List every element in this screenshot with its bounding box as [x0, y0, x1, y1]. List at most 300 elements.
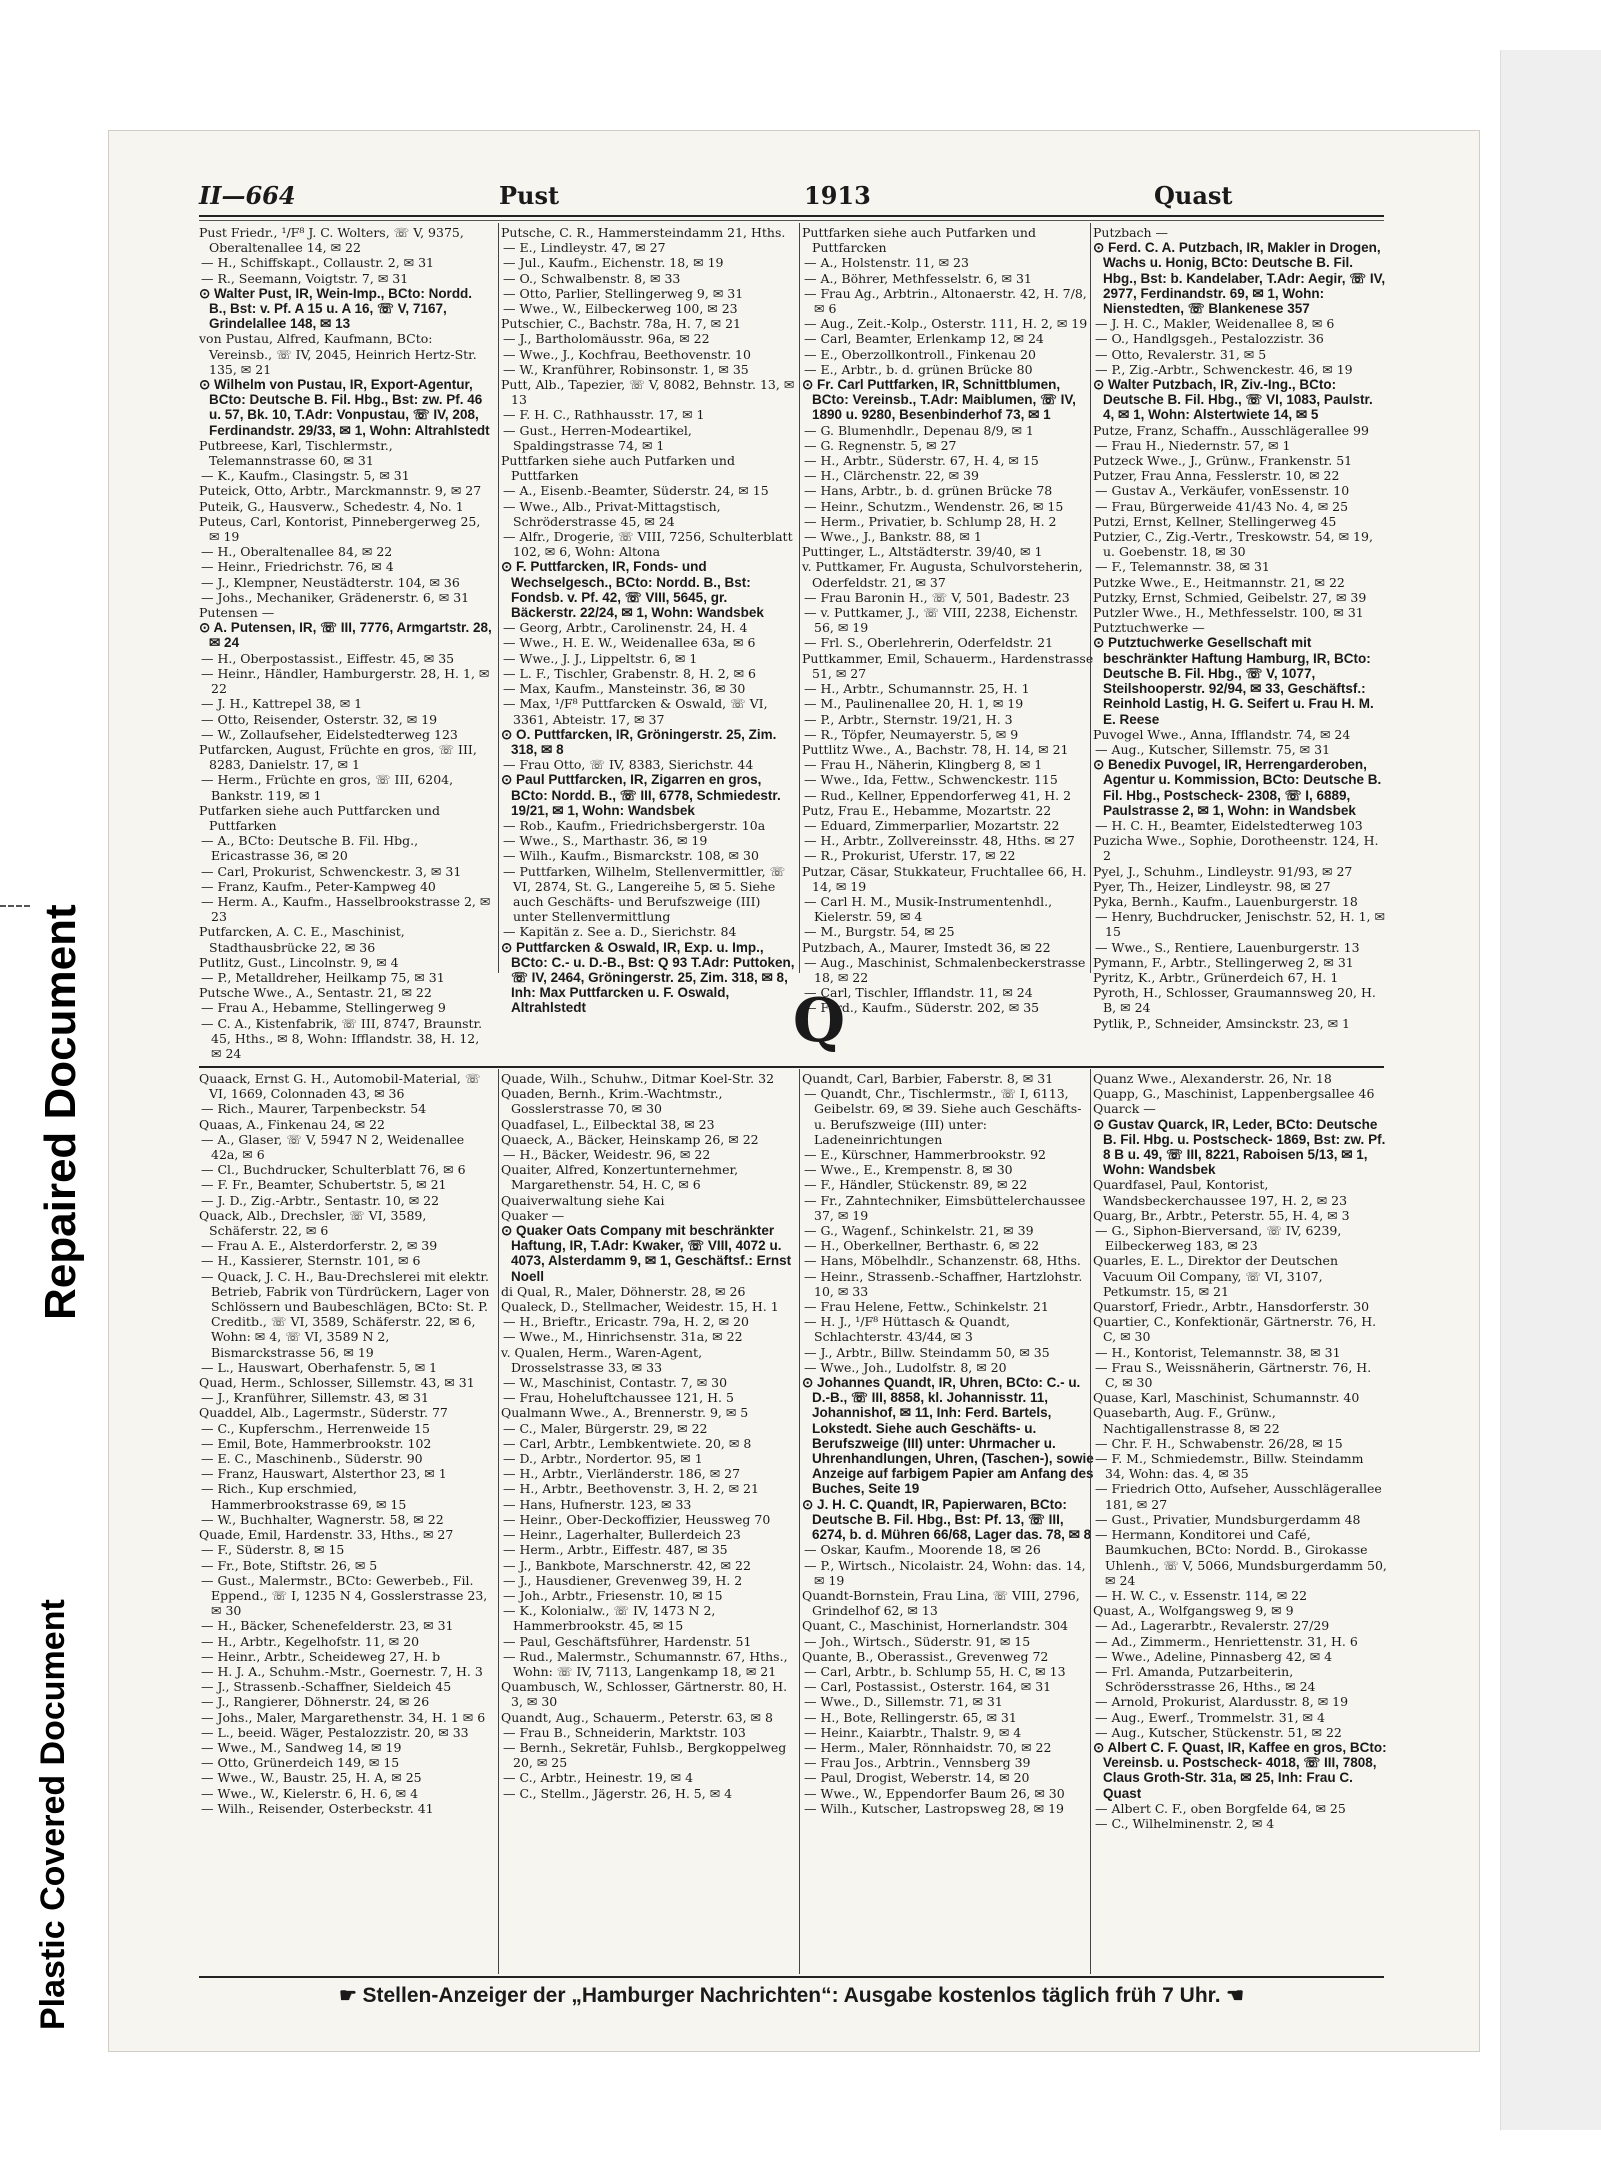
- column-1-p-entries: [199, 225, 493, 1061]
- directory-entry: — G., Wagenf., Schinkelstr. 21, ✉ 39: [804, 1223, 1034, 1239]
- directory-entry: — C., Arbtr., Heinestr. 19, ✉ 4: [503, 1770, 694, 1786]
- directory-entry: — Hans, Möbelhdlr., Schanzenstr. 68, Hths.: [804, 1253, 1081, 1269]
- directory-entry: — Heinr., Arbtr., Scheideweg 27, H. b: [201, 1648, 441, 1664]
- directory-entry: Quaiverwaltung siehe Kai: [501, 1192, 665, 1208]
- directory-entry: Quandt, Aug., Schauerm., Peterstr. 63, ✉ 8: [501, 1709, 773, 1725]
- column-3-p-entries: [802, 225, 1096, 1016]
- column-separator: [1090, 1069, 1091, 1974]
- directory-entry: — Gust., Malermstr., BCto: Gewerbeb., Fil. Eppend., ☏ I, 1235 N 4, Gosslerstrasse 23, ✉ 30: [201, 1572, 488, 1619]
- directory-entry: ⊙ F. Puttfarcken, IR, Fonds- und Wechselgesch., BCto: Nordd. B., Bst: Fondsb. v. Pf. 42, ☏ VIII, 5645, gr. Bäckerstr. 22/24, ✉ 1, Wohn: Wandsbek: [501, 559, 764, 621]
- directory-entry: — Wwe., W., Kielerstr. 6, H. 6, ✉ 4: [201, 1785, 419, 1801]
- directory-entry: — W., Buchhalter, Wagnerstr. 58, ✉ 22: [201, 1511, 444, 1527]
- directory-entry: Quase, Karl, Maschinist, Schumannstr. 40: [1093, 1390, 1360, 1406]
- directory-entry: Pust Friedr., ¹/F⁸ J. C. Wolters, ☏ V, 9375, Oberaltenallee 14, ✉ 22: [199, 225, 464, 256]
- directory-entry: — Frau A. E., Alsterdorferstr. 2, ✉ 39: [201, 1238, 438, 1254]
- directory-entry: di Qual, R., Maler, Döhnerstr. 28, ✉ 26: [501, 1283, 746, 1299]
- directory-entry: Putzier, C., Zig.-Vertr., Treskowstr. 54, ✉ 19, u. Goebenstr. 18, ✉ 30: [1093, 529, 1373, 560]
- directory-entry: ⊙ Albert C. F. Quast, IR, Kaffee en gros, BCto: Vereinsb. u. Postscheck- 4018, ☏ III, 7808, Claus Groth-Str. 31a, ✉ 25, Inh: Frau C. Quast: [1093, 1739, 1387, 1801]
- directory-entry: Quarg, Br., Arbtr., Peterstr. 55, H. 4, ✉ 3: [1093, 1207, 1350, 1223]
- directory-entry: Qualmann Wwe., A., Brennerstr. 9, ✉ 5: [501, 1405, 749, 1421]
- directory-entry: Quandt-Bornstein, Frau Lina, ☏ VIII, 2796, Grindelhof 62, ✉ 13: [802, 1587, 1080, 1619]
- directory-entry: Quaker —: [501, 1207, 565, 1223]
- directory-entry: — F., Telemannstr. 38, ✉ 31: [1095, 559, 1270, 575]
- directory-entry: — Oskar, Kaufm., Moorende 18, ✉ 26: [804, 1542, 1041, 1558]
- directory-entry: — Quandt, Chr., Tischlermstr., ☏ I, 6113, Geibelstr. 69, ✉ 39. Siehe auch Geschäfts- u. Berufszweige (III) unter: Ladeneinrichtungen: [804, 1086, 1082, 1147]
- directory-entry: — H., Brieftr., Ericastr. 79a, H. 2, ✉ 20: [503, 1314, 749, 1330]
- directory-entry: — J., Strassenb.-Schaffner, Sieldeich 45: [201, 1679, 452, 1695]
- directory-entry: Quast, A., Wolfgangsweg 9, ✉ 9: [1093, 1603, 1294, 1619]
- column-4-q-entries: [1093, 1071, 1387, 1971]
- column-separator: [498, 1069, 499, 1974]
- directory-entry: — Hermann, Konditorei und Café, Baumkuchen, BCto: Nordd. B., Girokasse Uhlenh., ☏ V, 5066, Mundsburgerdamm 50, ✉ 24: [1095, 1527, 1387, 1588]
- header-first-entry: Pust: [499, 181, 560, 210]
- directory-entry: — Cl., Buchdrucker, Schulterblatt 76, ✉ 6: [201, 1162, 466, 1178]
- directory-entry: Putt, Alb., Tapezier, ☏ V, 8082, Behnstr. 13, ✉ 13: [501, 377, 795, 408]
- directory-entry: — Herm., Früchte en gros, ☏ III, 6204, Bankstr. 119, ✉ 1: [201, 772, 454, 803]
- directory-entry: — J., Bankbote, Marschnerstr. 42, ✉ 22: [503, 1557, 751, 1573]
- column-separator: [1090, 223, 1091, 973]
- directory-entry: — G. Regnenstr. 5, ✉ 27: [804, 437, 957, 453]
- directory-entry: ⊙ Wilhelm von Pustau, IR, Export-Agentur, BCto: Deutsche B. Fil. Hbg., Bst: zw. Pf. 46 u. 57, Bk. 10, T.Adr: Vonpustau, ☏ IV, 208, Ferdinandstr. 29/33, ✉ 1, Wohn: Altrahlstedt: [199, 377, 490, 438]
- header-rule: [199, 220, 1384, 221]
- pointing-hand-icon: ☚: [1220, 1985, 1245, 2007]
- directory-entry: — Albert C. F., oben Borgfelde 64, ✉ 25: [1095, 1800, 1346, 1816]
- directory-entry: — Johs., Maler, Margarethenstr. 34, H. 1 ✉ 6: [201, 1709, 486, 1725]
- directory-entry: — Frau B., Schneiderin, Marktstr. 103: [503, 1724, 746, 1740]
- directory-entry: — R., Seemann, Voigtstr. 7, ✉ 31: [201, 270, 409, 286]
- directory-entry: — A., BCto: Deutsche B. Fil. Hbg., Ericastrasse 36, ✉ 20: [201, 833, 419, 864]
- header-last-entry: Quast: [1154, 181, 1233, 210]
- directory-entry: — Jul., Kaufm., Eichenstr. 18, ✉ 19: [503, 255, 724, 271]
- directory-entry: Quapp, G., Maschinist, Lappenbergsallee 46: [1093, 1086, 1375, 1102]
- directory-entry: — Aug., Ewerf., Trommelstr. 31, ✉ 4: [1095, 1709, 1325, 1725]
- directory-entry: Quaden, Bernh., Krim.-Wachtmstr., Gosslerstrasse 70, ✉ 30: [501, 1086, 723, 1117]
- directory-entry: — J., Klempner, Neustädterstr. 104, ✉ 36: [201, 574, 460, 590]
- directory-entry: ⊙ Walter Pust, IR, Wein-Imp., BCto: Nordd. B., Bst: v. Pf. A 15 u. A 16, ☏ V, 7167, Grindelallee 148, ✉ 13: [199, 285, 473, 332]
- directory-entry: — Frau Ag., Arbtrin., Altonaerstr. 42, H. 7/8, ✉ 6: [804, 285, 1087, 317]
- directory-entry: Putzeck Wwe., J., Grünw., Frankenstr. 51: [1093, 453, 1353, 469]
- directory-entry: — Wwe., M., Sandweg 14, ✉ 19: [201, 1739, 402, 1755]
- directory-entry: — Carl, Arbtr., b. Schlump 55, H. C, ✉ 13: [804, 1663, 1066, 1679]
- directory-entry: Pyka, Bernh., Kaufm., Lauenburgerstr. 18: [1093, 893, 1358, 909]
- directory-entry: — W., Zollaufseher, Eidelstedterweg 123: [201, 726, 458, 742]
- directory-entry: — H. J., ¹/F⁸ Hüttasch & Quandt, Schlachterstr. 43/44, ✉ 3: [804, 1314, 1010, 1345]
- directory-entry: Quaeck, A., Bäcker, Heinskamp 26, ✉ 22: [501, 1131, 759, 1147]
- directory-entry: — H., Clärchenstr. 22, ✉ 39: [804, 468, 979, 484]
- directory-entry: Putzar, Cäsar, Stukkateur, Fruchtallee 66, H. 14, ✉ 19: [802, 863, 1087, 894]
- column-separator: [799, 1069, 800, 1974]
- directory-entry: — Frau H., Näherin, Klingberg 8, ✉ 1: [804, 757, 1043, 773]
- directory-entry: — Aug., Zeit.-Kolp., Osterstr. 111, H. 2, ✉ 19: [804, 316, 1088, 332]
- directory-entry: — J., Bartholomäusstr. 96a, ✉ 22: [503, 331, 710, 347]
- directory-entry: — E., Kürschner, Hammerbrookstr. 92: [804, 1147, 1046, 1163]
- directory-entry: ⊙ Quaker Oats Company mit beschränkter Haftung, IR, T.Adr: Kwaker, ☏ VIII, 4072 u. 4073, Alsterdamm 9, ✉ 1, Geschäftsf.: Ernst Noell: [501, 1223, 792, 1284]
- directory-entry: — F. M., Schmiedemstr., Billw. Steindamm 34, Wohn: das. 4, ✉ 35: [1095, 1451, 1364, 1482]
- directory-entry: Quardfasel, Paul, Kontorist, Wandsbeckerchaussee 197, H. 2, ✉ 23: [1093, 1177, 1348, 1208]
- directory-entry: Quade, Wilh., Schuhw., Ditmar Koel-Str. 32: [501, 1071, 775, 1086]
- directory-entry: — J. D., Zig.-Arbtr., Sentastr. 10, ✉ 22: [201, 1192, 440, 1208]
- directory-entry: Putlitz, Gust., Lincolnstr. 9, ✉ 4: [199, 954, 399, 970]
- directory-entry: — Georg, Arbtr., Carolinenstr. 24, H. 4: [503, 620, 748, 636]
- directory-entry: — Carl, Tischler, Ifflandstr. 11, ✉ 24: [804, 985, 1033, 1001]
- directory-entry: ⊙ Paul Puttfarcken, IR, Zigarren en gros, BCto: Nordd. B., ☏ III, 6778, Schmiedestr. 19/21, ✉ 1, Wohn: Wandsbek: [501, 772, 781, 818]
- directory-entry: — R., Töpfer, Neumayerstr. 5, ✉ 9: [804, 726, 1019, 742]
- directory-entry: — G., Siphon-Bierversand, ☏ IV, 6239, Eilbeckerweg 183, ✉ 23: [1095, 1223, 1342, 1254]
- directory-entry: — Herm., Maler, Rönnhaidstr. 70, ✉ 22: [804, 1739, 1052, 1755]
- directory-entry: — C., Maler, Bürgerstr. 29, ✉ 22: [503, 1420, 708, 1436]
- directory-entry: — Carl, Postassist., Osterstr. 164, ✉ 31: [804, 1679, 1052, 1695]
- directory-entry: — Johs., Mechaniker, Grädenerstr. 6, ✉ 31: [201, 589, 470, 605]
- directory-entry: — E., Oberzollkontroll., Finkenau 20: [804, 346, 1036, 362]
- directory-entry: — Wwe., Joh., Ludolfstr. 8, ✉ 20: [804, 1359, 1007, 1375]
- directory-entry: — v. Puttkamer, J., ☏ VIII, 2238, Eichenstr. 56, ✉ 19: [804, 605, 1079, 636]
- directory-entry: Putzler Wwe., H., Methfesselstr. 100, ✉ 31: [1093, 605, 1364, 621]
- directory-entry: Putzer, Frau Anna, Fesslerstr. 10, ✉ 22: [1093, 468, 1340, 484]
- directory-entry: — H., Arbtr., Zollvereinsstr. 48, Hths. ✉ 27: [804, 833, 1075, 849]
- directory-entry: ⊙ J. H. C. Quandt, IR, Papierwaren, BCto: Deutsche B. Fil. Hbg., Bst: Pf. 13, ☏ III, 6274, b. d. Mühren 66/68, Lager das. 78, ✉ 8: [802, 1496, 1092, 1543]
- directory-entry: — Carl H. M., Musik-Instrumentenhdl., Kielerstr. 59, ✉ 4: [804, 893, 1053, 925]
- cut-mark: [0, 905, 30, 917]
- directory-entry: — J., Arbtr., Billw. Steindamm 50, ✉ 35: [804, 1344, 1050, 1360]
- directory-entry: — F., Händler, Stückenstr. 89, ✉ 22: [804, 1177, 1028, 1193]
- directory-entry: Putz, Frau E., Hebamme, Mozartstr. 22: [802, 802, 1052, 818]
- directory-entry: — Arnold, Prokurist, Alardusstr. 8, ✉ 19: [1095, 1694, 1349, 1710]
- directory-entry: — A., Glaser, ☏ V, 5947 N 2, Weidenallee 42a, ✉ 6: [201, 1131, 465, 1163]
- directory-entry: — Ad., Lagerarbtr., Revalerstr. 27/29: [1095, 1618, 1330, 1634]
- directory-entry: — Puttfarken, Wilhelm, Stellenvermittler, ☏ VI, 2874, St. G., Langereihe 5, ✉ 5. Siehe auch Geschäfts- und Berufszweige (III) unter Stellenvermittlung: [503, 863, 786, 925]
- directory-entry: ⊙ Puttfarcken & Oswald, IR, Exp. u. Imp., BCto: C.- u. D.-B., Bst: Q 93 T.Adr: Puttoken, ☏ IV, 2464, Gröningerstr. 25, Zim. 318, ✉ 8, Inh: Max Puttfarcken u. F. Oswald, Altrahlstedt: [501, 939, 795, 1016]
- directory-entry: — J. H., Kattrepel 38, ✉ 1: [201, 696, 363, 712]
- directory-entry: — H. C. H., Beamter, Eidelstedterweg 103: [1095, 817, 1363, 833]
- directory-entry: — Frl. S., Oberlehrerin, Oderfeldstr. 21: [804, 635, 1054, 651]
- directory-entry: — Franz, Hauswart, Alsterthor 23, ✉ 1: [201, 1466, 447, 1482]
- directory-entry: — Wwe., S., Marthastr. 36, ✉ 19: [503, 833, 708, 849]
- directory-entry: — Frau Otto, ☏ IV, 8383, Sierichstr. 44: [503, 757, 754, 773]
- directory-entry: — C., Wilhelminenstr. 2, ✉ 4: [1095, 1815, 1275, 1831]
- directory-entry: Putensen —: [199, 605, 275, 621]
- directory-entry: — Aug., Kutscher, Sillemstr. 75, ✉ 31: [1095, 741, 1331, 757]
- directory-entry: — P., Arbtr., Sternstr. 19/21, H. 3: [804, 711, 1013, 727]
- directory-entry: — Frau S., Weissnäherin, Gärtnerstr. 76, H. C, ✉ 30: [1095, 1359, 1372, 1391]
- directory-entry: — Wilh., Reisender, Osterbeckstr. 41: [201, 1800, 434, 1816]
- directory-entry: Putzbach, A., Maurer, Imstedt 36, ✉ 22: [802, 939, 1051, 955]
- directory-entry: — Rich., Maurer, Tarpenbeckstr. 54: [201, 1101, 427, 1117]
- directory-entry: Quad, Herm., Schlosser, Sillemstr. 43, ✉ 31: [199, 1375, 475, 1391]
- directory-entry: — H., Arbtr., Beethovenstr. 3, H. 2, ✉ 21: [503, 1481, 759, 1497]
- directory-entry: Putbreese, Karl, Tischlermstr., Telemannstrasse 60, ✉ 31: [199, 437, 393, 469]
- directory-entry: — Emil, Bote, Hammerbrookstr. 102: [201, 1435, 432, 1451]
- directory-entry: ⊙ Johannes Quandt, IR, Uhren, BCto: C.- u. D.-B., ☏ III, 8858, kl. Johannisstr. 11, Johannishof, ✉ 11, Inh: Ferd. Bartels, Lokstedt. Siehe auch Geschäfts- u. Berufszweige (III) unter: Uhrmacher u. Uhrenhandlungen, Uhren, (Taschen-), sowie Anzeige auf farbigem Papier am Anfang des Buches, Seite 19: [802, 1375, 1094, 1497]
- directory-entry: — Carl, Arbtr., Lembkentwiete. 20, ✉ 8: [503, 1435, 752, 1451]
- directory-entry: Quack, Alb., Drechsler, ☏ VI, 3589, Schäferstr. 22, ✉ 6: [199, 1207, 427, 1239]
- directory-entry: — Gust., Herren-Modeartikel, Spaldingstrasse 74, ✉ 1: [503, 422, 692, 453]
- directory-entry: — F., Süderstr. 8, ✉ 15: [201, 1542, 345, 1558]
- directory-entry: Putzky, Ernst, Schmied, Geibelstr. 27, ✉ 39: [1093, 589, 1367, 605]
- directory-entry: — K., Kaufm., Clasingstr. 5, ✉ 31: [201, 468, 410, 484]
- directory-entry: — Rud., Kellner, Eppendorferweg 41, H. 2: [804, 787, 1072, 803]
- directory-entry: — P., Wirtsch., Nicolaistr. 24, Wohn: das. 14, ✉ 19: [804, 1557, 1086, 1588]
- directory-entry: — Carl, Beamter, Erlenkamp 12, ✉ 24: [804, 331, 1044, 347]
- directory-entry: — Wwe., J. J., Lippeltstr. 6, ✉ 1: [503, 650, 698, 666]
- column-3-q-entries: [802, 1071, 1096, 1971]
- directory-entry: — Quack, J. C. H., Bau-Drechslerei mit elektr. Betrieb, Fabrik von Türdrückern, Lager von Schlössern und Baubeschlägen, BCto: St. P. Creditb., ☏ VI, 3589, Schäferstr. 22, ✉ 6, Wohn: ✉ 4, ☏ VI, 3589 N 2, Bismarckstrasse 56, ✉ 19: [201, 1268, 490, 1360]
- directory-entry: Quante, B., Oberassist., Grevenweg 72: [802, 1648, 1049, 1664]
- directory-entry: — Rob., Kaufm., Friedrichsbergerstr. 10a: [503, 817, 766, 833]
- directory-entry: ⊙ Ferd. C. A. Putzbach, IR, Makler in Drogen, Wachs u. Honig, BCto: Deutsche B. Fil. Hbg., Bst: b. Kandelaber, T.Adr: Aegir, ☏ IV, 2977, Ferdinandstr. 69, ✉ 1, Wohn: Nienstedten, ☏ Blankenese 357: [1093, 240, 1386, 317]
- directory-entry: — Herm. A., Kaufm., Hasselbrookstrasse 2, ✉ 23: [201, 893, 491, 925]
- directory-entry: — Henry, Buchdrucker, Jenischstr. 52, H. 1, ✉ 15: [1095, 909, 1385, 940]
- directory-entry: Puttlitz Wwe., A., Bachstr. 78, H. 14, ✉ 21: [802, 741, 1069, 757]
- directory-entry: — A., Holstenstr. 11, ✉ 23: [804, 255, 969, 271]
- directory-entry: Putztuchwerke —: [1093, 620, 1205, 636]
- directory-entry: — H. J. A., Schuhm.-Mstr., Goernestr. 7, H. 3: [201, 1663, 483, 1679]
- directory-entry: — L., beeid. Wäger, Pestalozzistr. 20, ✉ 33: [201, 1724, 469, 1740]
- directory-entry: — J., Hausdiener, Grevenweg 39, H. 2: [503, 1572, 743, 1588]
- directory-entry: — Hans, Arbtr., b. d. grünen Brücke 78: [804, 483, 1053, 499]
- directory-entry: ⊙ Putztuchwerke Gesellschaft mit beschränkter Haftung Hamburg, IR, BCto: Deutsche B. Fil. Hbg., ☏ V, 1077, Steilshooperstr. 92/94, ✉ 33, Geschäftsf.: Reinhold Lastig, H. G. Seifert u. Frau H. M. E. Reese: [1093, 635, 1374, 727]
- directory-entry: — W., Maschinist, Contastr. 7, ✉ 30: [503, 1375, 728, 1391]
- directory-entry: Quaack, Ernst G. H., Automobil-Material, ☏ VI, 1669, Colonnaden 43, ✉ 36: [199, 1071, 481, 1102]
- pointing-hand-icon: ☛: [338, 1985, 363, 2007]
- directory-entry: Puttfarken siehe auch Putfarken und Puttfarken: [501, 453, 735, 484]
- directory-entry: — C., Kupferschm., Herrenweide 15: [201, 1420, 430, 1436]
- directory-entry: v. Puttkamer, Fr. Augusta, Schulvorsteherin, Oderfeldstr. 21, ✉ 37: [802, 559, 1083, 590]
- directory-entry: Putzi, Ernst, Kellner, Stellingerweg 45: [1093, 513, 1337, 529]
- directory-entry: — H., Arbtr., Vierländerstr. 186, ✉ 27: [503, 1466, 741, 1482]
- directory-entry: — Frau Helene, Fettw., Schinkelstr. 21: [804, 1299, 1049, 1315]
- directory-entry: — L. F., Tischler, Grabenstr. 8, H. 2, ✉ 6: [503, 665, 757, 681]
- directory-entry: Quadfasel, L., Eilbecktal 38, ✉ 23: [501, 1116, 715, 1132]
- directory-entry: — H., Arbtr., Süderstr. 67, H. 4, ✉ 15: [804, 453, 1039, 469]
- directory-entry: — M., Paulinenallee 20, H. 1, ✉ 19: [804, 696, 1024, 712]
- column-separator: [498, 223, 499, 973]
- directory-entry: Putsche, C. R., Hammersteindamm 21, Hths.: [501, 225, 786, 240]
- column-1-q-entries: [199, 1071, 493, 1971]
- directory-entry: — H. W. C., v. Essenstr. 114, ✉ 22: [1095, 1587, 1308, 1603]
- directory-entry: Quasebarth, Aug. F., Grünw., Nachtigallenstrasse 8, ✉ 22: [1093, 1405, 1280, 1436]
- directory-entry: — Frau, Bürgerweide 41/43 No. 4, ✉ 25: [1095, 498, 1349, 514]
- directory-entry: — F. H. C., Rathhausstr. 17, ✉ 1: [503, 407, 705, 423]
- directory-entry: — Otto, Parlier, Stellingerweg 9, ✉ 31: [503, 285, 744, 301]
- directory-entry: Pymann, F., Arbtr., Stellingerweg 2, ✉ 31: [1093, 954, 1354, 970]
- directory-entry: — Paul, Drogist, Weberstr. 14, ✉ 20: [804, 1770, 1030, 1786]
- column-2-p-entries: [501, 225, 795, 1016]
- directory-entry: Putfarcken, A. C. E., Maschinist, Stadthausbrücke 22, ✉ 36: [199, 924, 405, 955]
- directory-entry: — Fr., Bote, Stiftstr. 26, ✉ 5: [201, 1557, 378, 1573]
- directory-entry: — Chr. F. H., Schwabenstr. 26/28, ✉ 15: [1095, 1435, 1343, 1451]
- directory-entry: — Herm., Privatier, b. Schlump 28, H. 2: [804, 513, 1057, 529]
- directory-entry: ⊙ Gustav Quarck, IR, Leder, BCto: Deutsche B. Fil. Hbg. u. Postscheck- 1869, Bst: zw. Pf. 8 B u. 49, ☏ III, 8221, Raboisen 5/13, ✉ 1, Wohn: Wandsbek: [1093, 1116, 1386, 1178]
- page-number: II—664: [199, 181, 296, 210]
- directory-entry: Quandt, Carl, Barbier, Faberstr. 8, ✉ 31: [802, 1071, 1054, 1086]
- directory-entry: Puteik, G., Hausverw., Schedestr. 4, No. 1: [199, 498, 464, 514]
- directory-entry: — H., Bote, Rellingerstr. 65, ✉ 31: [804, 1709, 1017, 1725]
- directory-entry: — H., Arbtr., Kegelhofstr. 11, ✉ 20: [201, 1633, 420, 1649]
- directory-entry: — Otto, Reisender, Osterstr. 32, ✉ 19: [201, 711, 438, 727]
- plastic-covered-document-label: Plastic Covered Document: [34, 1599, 72, 2030]
- footer-rule: [199, 1976, 1384, 1978]
- directory-entry: — Kapitän z. See a. D., Sierichstr. 84: [503, 924, 737, 940]
- directory-entry: — P., Metalldreher, Heilkamp 75, ✉ 31: [201, 969, 445, 985]
- directory-entry: — Wwe., Alb., Privat-Mittagstisch, Schröderstrasse 45, ✉ 24: [503, 498, 721, 529]
- directory-entry: — Joh., Wirtsch., Süderstr. 91, ✉ 15: [804, 1633, 1031, 1649]
- directory-entry: — Heinr., Strassenb.-Schaffner, Hartzlohstr. 10, ✉ 33: [804, 1268, 1083, 1299]
- directory-entry: — Wwe., M., Hinrichsenstr. 31a, ✉ 22: [503, 1329, 743, 1345]
- page-header: [199, 179, 1384, 217]
- directory-entry: — Fr., Zahntechniker, Eimsbüttelerchaussee 37, ✉ 19: [804, 1192, 1086, 1223]
- directory-entry: — Wilh., Kaufm., Bismarckstr. 108, ✉ 30: [503, 848, 759, 864]
- directory-entry: — J., Kranführer, Sillemstr. 43, ✉ 31: [201, 1390, 429, 1406]
- directory-entry: — Aug., Kutscher, Stückenstr. 51, ✉ 22: [1095, 1724, 1342, 1740]
- directory-entry: Quarles, E. L., Direktor der Deutschen Vacuum Oil Company, ☏ VI, 3107, Petkumstr. 15, ✉ 21: [1093, 1253, 1338, 1299]
- directory-entry: Puteick, Otto, Arbtr., Marckmannstr. 9, ✉ 27: [199, 483, 482, 499]
- directory-entry: — D., Arbtr., Nordertor. 95, ✉ 1: [503, 1451, 703, 1467]
- directory-entry: ⊙ Walter Putzbach, IR, Ziv.-Ing., BCto: Deutsche B. Fil. Hbg., ☏ VI, 1083, Paulstr. 4, ✉ 1, Wohn: Alstertwiete 14, ✉ 5: [1093, 377, 1373, 423]
- directory-entry: — M., Burgstr. 54, ✉ 25: [804, 924, 955, 940]
- directory-entry: — Paul, Geschäftsführer, Hardenstr. 51: [503, 1633, 752, 1649]
- directory-entry: — Herm., Arbtr., Eiffestr. 487, ✉ 35: [503, 1542, 728, 1558]
- directory-entry: — Max, ¹/F⁸ Puttfarcken & Oswald, ☏ VI, 3361, Abteistr. 17, ✉ 37: [503, 696, 768, 727]
- directory-entry: — H., Schiffskapt., Collaustr. 2, ✉ 31: [201, 255, 435, 271]
- directory-entry: Putfarken siehe auch Puttfarcken und Puttfarken: [199, 802, 440, 833]
- directory-entry: — Ferd., Kaufm., Süderstr. 202, ✉ 35: [804, 1000, 1040, 1016]
- directory-entry: — L., Hauswart, Oberhafenstr. 5, ✉ 1: [201, 1359, 438, 1375]
- directory-entry: Quaiter, Alfred, Konzertunternehmer, Margarethenstr. 54, H. C, ✉ 6: [501, 1162, 739, 1193]
- directory-entry: — K., Kolonialw., ☏ IV, 1473 N 2, Hammerbrookstr. 45, ✉ 15: [503, 1603, 716, 1634]
- directory-entry: — Heinr., Ober-Deckoffizier, Heussweg 70: [503, 1511, 771, 1527]
- directory-entry: Putsche Wwe., A., Sentastr. 21, ✉ 22: [199, 985, 432, 1001]
- directory-entry: — Wwe., D., Sillemstr. 71, ✉ 31: [804, 1694, 1003, 1710]
- directory-entry: Quanz Wwe., Alexanderstr. 26, Nr. 18: [1093, 1071, 1332, 1086]
- directory-entry: Quambusch, W., Schlosser, Gärtnerstr. 80, H. 3, ✉ 30: [501, 1679, 788, 1710]
- directory-entry: — Joh., Arbtr., Friesenstr. 10, ✉ 15: [503, 1587, 723, 1603]
- directory-entry: — Otto, Revalerstr. 31, ✉ 5: [1095, 346, 1267, 362]
- directory-entry: Quartier, C., Konfektionär, Gärtnerstr. 76, H. C, ✉ 30: [1093, 1314, 1377, 1345]
- directory-entry: — Wwe., J., Bankstr. 88, ✉ 1: [804, 529, 982, 545]
- directory-entry: Quarck —: [1093, 1101, 1156, 1117]
- directory-entry: Qualeck, D., Stellmacher, Weidestr. 15, H. 1: [501, 1299, 779, 1315]
- directory-entry: — Wwe., E., Krempenstr. 8, ✉ 30: [804, 1162, 1013, 1178]
- directory-entry: — Max, Kaufm., Mansteinstr. 36, ✉ 30: [503, 681, 746, 697]
- directory-entry: Pyer, Th., Heizer, Lindleystr. 98, ✉ 27: [1093, 878, 1331, 894]
- directory-entry: — Bernh., Sekretär, Fuhlsb., Bergkoppelweg 20, ✉ 25: [503, 1739, 787, 1771]
- directory-entry: — Frau Jos., Arbtrin., Vennsberg 39: [804, 1755, 1031, 1771]
- directory-entry: — Wwe., J., Kochfrau, Beethovenstr. 10: [503, 346, 751, 362]
- directory-entry: — O., Handlgsgeh., Pestalozzistr. 36: [1095, 331, 1324, 347]
- directory-entry: Putze, Franz, Schaffn., Ausschlägerallee 99: [1093, 422, 1369, 438]
- directory-entry: Puttfarken siehe auch Putfarken und Puttfarcken: [802, 225, 1036, 256]
- directory-entry: — Frau Baronin H., ☏ V, 501, Badestr. 23: [804, 589, 1070, 605]
- directory-entry: — E., Lindleystr. 47, ✉ 27: [503, 240, 666, 256]
- directory-entry: von Pustau, Alfred, Kaufmann, BCto: Vereinsb., ☏ IV, 2045, Heinrich Hertz-Str. 135, ✉ 21: [199, 331, 477, 377]
- directory-entry: Putzke Wwe., E., Heitmannstr. 21, ✉ 22: [1093, 574, 1345, 590]
- directory-entry: Quant, C., Maschinist, Hornerlandstr. 304: [802, 1618, 1069, 1634]
- directory-entry: — Wwe., W., Baustr. 25, H. A, ✉ 25: [201, 1770, 422, 1786]
- directory-entry: — Wilh., Kutscher, Lastropsweg 28, ✉ 19: [804, 1800, 1065, 1816]
- directory-entry: — Rud., Malermstr., Schumannstr. 67, Hths., Wohn: ☏ IV, 7113, Langenkamp 18, ✉ 21: [503, 1648, 788, 1679]
- directory-entry: — Heinr., Lagerhalter, Bullerdeich 23: [503, 1527, 741, 1543]
- repaired-document-label: Repaired Document: [36, 904, 85, 1320]
- directory-entry: — Carl, Prokurist, Schwenckestr. 3, ✉ 31: [201, 863, 462, 879]
- directory-entry: — Eduard, Zimmerparlier, Mozartstr. 22: [804, 817, 1060, 833]
- directory-entry: — Heinr., Friedrichstr. 76, ✉ 4: [201, 559, 394, 575]
- directory-entry: — Rich., Kup erschmied, Hammerbrookstrasse 69, ✉ 15: [201, 1481, 407, 1512]
- directory-entry: Quade, Emil, Hardenstr. 33, Hths., ✉ 27: [199, 1527, 454, 1543]
- footer-text: Stellen-Anzeiger der „Hamburger Nachrichten“: Ausgabe kostenlos täglich früh 7 Uhr.: [362, 1984, 1221, 2007]
- directory-entry: — R., Prokurist, Uferstr. 17, ✉ 22: [804, 848, 1016, 864]
- directory-entry: — Alfr., Drogerie, ☏ VIII, 7256, Schulterblatt 102, ✉ 6, Wohn: Altona: [503, 529, 793, 560]
- directory-entry: Putzbach —: [1093, 225, 1169, 240]
- directory-entry: — Aug., Maschinist, Schmalenbeckerstrasse 18, ✉ 22: [804, 954, 1086, 985]
- directory-entry: — G. Blumenhdlr., Depenau 8/9, ✉ 1: [804, 422, 1034, 438]
- footer-advert: [199, 1983, 1384, 2008]
- column-4-p-entries: [1093, 225, 1387, 1031]
- directory-entry: — A., Böhrer, Methfesselstr. 6, ✉ 31: [804, 270, 1032, 286]
- directory-entry: — H., Bäcker, Schenefelderstr. 23, ✉ 31: [201, 1618, 454, 1634]
- directory-entry: — Gust., Privatier, Mundsburgerdamm 48: [1095, 1511, 1361, 1527]
- directory-entry: — Franz, Kaufm., Peter-Kampweg 40: [201, 878, 436, 894]
- directory-entry: — J., Rangierer, Döhnerstr. 24, ✉ 26: [201, 1694, 430, 1710]
- column-separator: [799, 223, 800, 973]
- side-label-panel: [0, 880, 110, 2040]
- directory-entry: Puttinger, L., Altstädterstr. 39/40, ✉ 1: [802, 544, 1043, 560]
- directory-entry: ⊙ Fr. Carl Puttfarken, IR, Schnittblumen, BCto: Vereinsb., T.Adr: Maiblumen, ☏ IV, 1890 u. 9280, Besenbinderhof 73, ✉ 1: [802, 377, 1076, 423]
- scan-edge-strip: [1500, 50, 1601, 2130]
- directory-entry: — A., Eisenb.-Beamter, Süderstr. 24, ✉ 15: [503, 483, 769, 499]
- section-letter-q: Q: [792, 986, 846, 1056]
- directory-entry: — Frau, Hoheluftchaussee 121, H. 5: [503, 1390, 734, 1406]
- directory-entry: — Gustav A., Verkäufer, vonEssenstr. 10: [1095, 483, 1350, 499]
- directory-entry: — W., Kranführer, Robinsonstr. 1, ✉ 35: [503, 361, 749, 377]
- directory-entry: v. Qualen, Herm., Waren-Agent, Drosselstrasse 33, ✉ 33: [501, 1344, 703, 1375]
- directory-entry: — Wwe., S., Rentiere, Lauenburgerstr. 13: [1095, 939, 1360, 955]
- directory-entry: — Frau A., Hebamme, Stellingerweg 9: [201, 1000, 446, 1016]
- directory-entry: — E., Arbtr., b. d. grünen Brücke 80: [804, 361, 1033, 377]
- directory-entry: Puteus, Carl, Kontorist, Pinnebergerweg 25, ✉ 19: [199, 513, 481, 545]
- directory-entry: Puzicha Wwe., Sophie, Dorotheenstr. 124, H. 2: [1093, 833, 1379, 864]
- directory-entry: — P., Zig.-Arbtr., Schwenckestr. 46, ✉ 19: [1095, 361, 1353, 377]
- directory-entry: Puttkammer, Emil, Schauerm., Hardenstrasse 51, ✉ 27: [802, 650, 1094, 681]
- directory-entry: — Wwe., Ida, Fettw., Schwenckestr. 115: [804, 772, 1058, 788]
- directory-entry: — C. A., Kistenfabrik, ☏ III, 8747, Braunstr. 45, Hths., ✉ 8, Wohn: Ifflandstr. 38, H. 12, ✉ 24: [201, 1015, 483, 1061]
- directory-entry: Putfarcken, August, Früchte en gros, ☏ III, 8283, Danielstr. 17, ✉ 1: [199, 741, 477, 773]
- directory-entry: — Frau H., Niedernstr. 57, ✉ 1: [1095, 437, 1291, 453]
- directory-entry: — F. Fr., Beamter, Schubertstr. 5, ✉ 21: [201, 1177, 447, 1193]
- directory-entry: ⊙ A. Putensen, IR, ☏ III, 7776, Armgartstr. 28, ✉ 24: [199, 620, 492, 651]
- directory-entry: — Wwe., Adeline, Pinnasberg 42, ✉ 4: [1095, 1648, 1333, 1664]
- directory-entry: — E. C., Maschinenb., Süderstr. 90: [201, 1451, 423, 1467]
- directory-entry: Pytlik, P., Schneider, Amsinckstr. 23, ✉ 1: [1093, 1015, 1350, 1031]
- directory-entry: — H., Arbtr., Schumannstr. 25, H. 1: [804, 681, 1030, 697]
- directory-entry: Pyroth, H., Schlosser, Graumannsweg 20, H. B, ✉ 24: [1093, 985, 1376, 1016]
- directory-entry: — H., Oberaltenallee 84, ✉ 22: [201, 544, 393, 560]
- header-year: 1913: [804, 181, 871, 210]
- directory-entry: — H., Oberkellner, Berthastr. 6, ✉ 22: [804, 1238, 1040, 1254]
- directory-entry: — H., Oberpostassist., Eiffestr. 45, ✉ 35: [201, 650, 455, 666]
- directory-entry: — H., Kassierer, Sternstr. 101, ✉ 6: [201, 1253, 421, 1269]
- directory-entry: — Hans, Hufnerstr. 123, ✉ 33: [503, 1496, 692, 1512]
- directory-entry: — Heinr., Schutzm., Wendenstr. 26, ✉ 15: [804, 498, 1064, 514]
- directory-entry: Puvogel Wwe., Anna, Ifflandstr. 74, ✉ 24: [1093, 726, 1351, 742]
- directory-entry: Quaas, A., Finkenau 24, ✉ 22: [199, 1116, 385, 1132]
- directory-entry: — Wwe., W., Eilbeckerweg 100, ✉ 23: [503, 301, 738, 317]
- directory-entry: — Wwe., W., Eppendorfer Baum 26, ✉ 30: [804, 1785, 1065, 1801]
- directory-entry: — Otto, Grünerdeich 149, ✉ 15: [201, 1755, 400, 1771]
- directory-entry: ⊙ Benedix Puvogel, IR, Herrengarderoben, Agentur u. Kommission, BCto: Deutsche B. Fil. Hbg., Postscheck- 2308, ☏ I, 6889, Paulstrasse 2, ✉ 1, Wohn: in Wandsbek: [1093, 757, 1382, 818]
- directory-entry: — C., Stellm., Jägerstr. 26, H. 5, ✉ 4: [503, 1785, 733, 1801]
- directory-entry: — J. H. C., Makler, Weidenallee 8, ✉ 6: [1095, 316, 1335, 332]
- directory-entry: — Friedrich Otto, Aufseher, Ausschlägerallee 181, ✉ 27: [1095, 1481, 1382, 1512]
